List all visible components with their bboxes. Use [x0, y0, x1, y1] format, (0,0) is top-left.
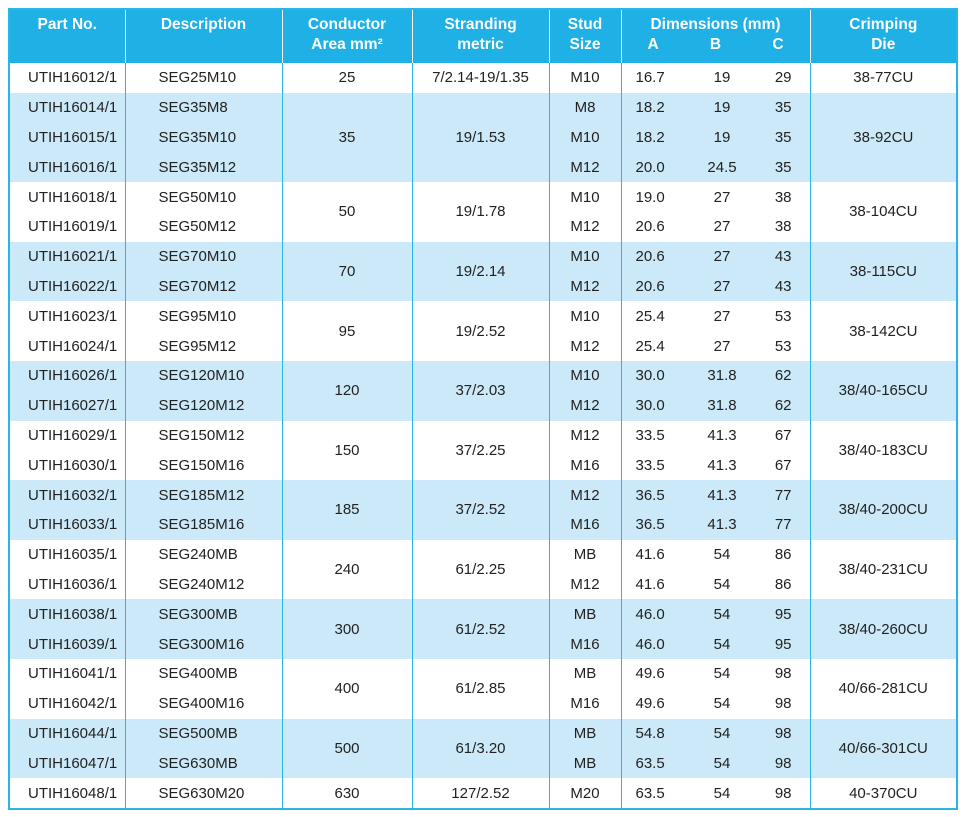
dimension-c-cell: 38 — [755, 212, 810, 242]
table-row — [9, 182, 957, 212]
dimension-a-cell: 63.5 — [621, 748, 689, 778]
stud-size-cell: M12 — [549, 152, 621, 182]
stud-size-cell: M12 — [549, 331, 621, 361]
dimension-b-cell: 54 — [689, 629, 755, 659]
table-row — [9, 93, 957, 123]
stud-size-cell: MB — [549, 599, 621, 629]
dimension-c-cell: 98 — [755, 778, 810, 809]
description-cell: SEG500MB — [125, 719, 282, 749]
dimension-b-cell: 54 — [689, 778, 755, 809]
stud-size-cell: M10 — [549, 123, 621, 153]
conductor-area-cell: 120 — [282, 361, 412, 421]
part-number-cell: UTIH16038/1 — [9, 599, 125, 629]
stranding-cell: 37/2.25 — [412, 421, 549, 481]
part-number-cell: UTIH16048/1 — [9, 778, 125, 809]
crimping-die-cell: 38/40-200CU — [810, 480, 957, 540]
dimension-c-cell: 98 — [755, 748, 810, 778]
dimension-b-cell: 27 — [689, 331, 755, 361]
dimension-b-cell: 31.8 — [689, 361, 755, 391]
conductor-area-cell: 35 — [282, 93, 412, 182]
part-number-cell: UTIH16026/1 — [9, 361, 125, 391]
description-cell: SEG70M12 — [125, 272, 282, 302]
stud-size-cell: M12 — [549, 421, 621, 451]
dimension-b-cell: 41.3 — [689, 480, 755, 510]
table-body — [9, 63, 957, 809]
table-row — [9, 63, 957, 93]
part-number-cell: UTIH16019/1 — [9, 212, 125, 242]
crimping-die-cell: 38-142CU — [810, 301, 957, 361]
dimension-c-cell: 98 — [755, 689, 810, 719]
description-cell: SEG50M10 — [125, 182, 282, 212]
stud-size-cell: M10 — [549, 182, 621, 212]
header-crimping-die: Crimping Die — [810, 9, 957, 63]
dimension-b-cell: 19 — [689, 123, 755, 153]
stranding-cell: 61/3.20 — [412, 719, 549, 779]
dimension-b-cell: 54 — [689, 719, 755, 749]
crimping-die-cell: 38-104CU — [810, 182, 957, 242]
dimension-c-cell: 86 — [755, 540, 810, 570]
part-number-cell: UTIH16036/1 — [9, 570, 125, 600]
description-cell: SEG150M16 — [125, 450, 282, 480]
stud-size-cell: MB — [549, 540, 621, 570]
table-row — [9, 301, 957, 331]
dimension-a-cell: 18.2 — [621, 93, 689, 123]
header-conductor-area: Conductor Area mm² — [282, 9, 412, 63]
dimension-c-cell: 67 — [755, 421, 810, 451]
stud-size-cell: MB — [549, 748, 621, 778]
description-cell: SEG70M10 — [125, 242, 282, 272]
part-number-cell: UTIH16030/1 — [9, 450, 125, 480]
part-number-cell: UTIH16018/1 — [9, 182, 125, 212]
dimension-a-cell: 54.8 — [621, 719, 689, 749]
dimension-c-cell: 53 — [755, 301, 810, 331]
dimension-c-cell: 29 — [755, 63, 810, 93]
dimension-b-cell: 54 — [689, 748, 755, 778]
dimension-b-cell: 27 — [689, 212, 755, 242]
stud-size-cell: M10 — [549, 361, 621, 391]
dimension-a-cell: 41.6 — [621, 570, 689, 600]
header-row — [9, 9, 957, 63]
dimension-b-cell: 54 — [689, 689, 755, 719]
dimension-c-cell: 35 — [755, 152, 810, 182]
dimension-a-cell: 41.6 — [621, 540, 689, 570]
dimension-a-cell: 30.0 — [621, 361, 689, 391]
description-cell: SEG300MB — [125, 599, 282, 629]
part-number-cell: UTIH16047/1 — [9, 748, 125, 778]
dimension-a-cell: 46.0 — [621, 629, 689, 659]
dimension-a-cell: 46.0 — [621, 599, 689, 629]
conductor-area-cell: 25 — [282, 63, 412, 93]
crimping-die-cell: 40/66-301CU — [810, 719, 957, 779]
stud-size-cell: M12 — [549, 212, 621, 242]
description-cell: SEG50M12 — [125, 212, 282, 242]
dimension-b-cell: 31.8 — [689, 391, 755, 421]
conductor-area-cell: 95 — [282, 301, 412, 361]
dimension-b-cell: 27 — [689, 182, 755, 212]
description-cell: SEG95M12 — [125, 331, 282, 361]
stranding-cell: 19/1.53 — [412, 93, 549, 182]
dimension-c-cell: 62 — [755, 361, 810, 391]
description-cell: SEG150M12 — [125, 421, 282, 451]
conductor-area-cell: 185 — [282, 480, 412, 540]
conductor-area-cell: 630 — [282, 778, 412, 809]
crimping-die-cell: 40/66-281CU — [810, 659, 957, 719]
conductor-area-cell: 70 — [282, 242, 412, 302]
stud-size-cell: M12 — [549, 480, 621, 510]
crimping-die-cell: 38-92CU — [810, 93, 957, 182]
stranding-cell: 61/2.25 — [412, 540, 549, 600]
part-number-cell: UTIH16024/1 — [9, 331, 125, 361]
stud-size-cell: M16 — [549, 629, 621, 659]
stud-size-cell: M16 — [549, 510, 621, 540]
conductor-area-cell: 300 — [282, 599, 412, 659]
dimension-a-cell: 20.0 — [621, 152, 689, 182]
header-dim-a: A — [647, 36, 659, 53]
dimension-a-cell: 49.6 — [621, 689, 689, 719]
part-number-cell: UTIH16027/1 — [9, 391, 125, 421]
conductor-area-cell: 500 — [282, 719, 412, 779]
dimension-b-cell: 27 — [689, 272, 755, 302]
dimension-b-cell: 54 — [689, 659, 755, 689]
dimension-c-cell: 35 — [755, 93, 810, 123]
part-number-cell: UTIH16022/1 — [9, 272, 125, 302]
dimension-a-cell: 33.5 — [621, 421, 689, 451]
description-cell: SEG185M16 — [125, 510, 282, 540]
description-cell: SEG240M12 — [125, 570, 282, 600]
conductor-area-cell: 50 — [282, 182, 412, 242]
stud-size-cell: M12 — [549, 272, 621, 302]
dimension-b-cell: 41.3 — [689, 450, 755, 480]
description-cell: SEG630M20 — [125, 778, 282, 809]
dimension-a-cell: 19.0 — [621, 182, 689, 212]
table-row — [9, 599, 957, 629]
dimension-a-cell: 25.4 — [621, 301, 689, 331]
dimension-c-cell: 62 — [755, 391, 810, 421]
header-dim-c: C — [772, 36, 784, 53]
crimping-die-cell: 40-370CU — [810, 778, 957, 809]
stud-size-cell: M10 — [549, 301, 621, 331]
part-number-cell: UTIH16032/1 — [9, 480, 125, 510]
conductor-area-cell: 150 — [282, 421, 412, 481]
dimension-c-cell: 95 — [755, 629, 810, 659]
description-cell: SEG400MB — [125, 659, 282, 689]
stud-size-cell: MB — [549, 659, 621, 689]
conductor-area-cell: 240 — [282, 540, 412, 600]
conductor-area-cell: 400 — [282, 659, 412, 719]
stud-size-cell: M12 — [549, 391, 621, 421]
part-number-cell: UTIH16041/1 — [9, 659, 125, 689]
part-number-cell: UTIH16012/1 — [9, 63, 125, 93]
part-number-cell: UTIH16021/1 — [9, 242, 125, 272]
dimension-a-cell: 25.4 — [621, 331, 689, 361]
dimension-c-cell: 67 — [755, 450, 810, 480]
crimping-die-cell: 38-115CU — [810, 242, 957, 302]
table-row — [9, 361, 957, 391]
crimping-die-cell: 38/40-165CU — [810, 361, 957, 421]
description-cell: SEG400M16 — [125, 689, 282, 719]
dimension-a-cell: 20.6 — [621, 242, 689, 272]
crimping-die-cell: 38/40-183CU — [810, 421, 957, 481]
table-row — [9, 242, 957, 272]
stranding-cell: 37/2.52 — [412, 480, 549, 540]
part-number-cell: UTIH16035/1 — [9, 540, 125, 570]
stud-size-cell: M12 — [549, 570, 621, 600]
table-row — [9, 421, 957, 451]
dimension-c-cell: 95 — [755, 599, 810, 629]
dimension-a-cell: 63.5 — [621, 778, 689, 809]
description-cell: SEG95M10 — [125, 301, 282, 331]
description-cell: SEG185M12 — [125, 480, 282, 510]
stud-size-cell: M8 — [549, 93, 621, 123]
dimension-c-cell: 43 — [755, 272, 810, 302]
stranding-cell: 19/2.14 — [412, 242, 549, 302]
dimension-c-cell: 98 — [755, 659, 810, 689]
dimension-a-cell: 20.6 — [621, 212, 689, 242]
dimension-a-cell: 36.5 — [621, 510, 689, 540]
description-cell: SEG25M10 — [125, 63, 282, 93]
stud-size-cell: M16 — [549, 689, 621, 719]
dimension-b-cell: 54 — [689, 540, 755, 570]
dimension-b-cell: 24.5 — [689, 152, 755, 182]
header-dim-b: B — [709, 36, 722, 53]
dimension-c-cell: 77 — [755, 480, 810, 510]
description-cell: SEG120M12 — [125, 391, 282, 421]
part-number-cell: UTIH16044/1 — [9, 719, 125, 749]
part-number-cell: UTIH16042/1 — [9, 689, 125, 719]
dimension-a-cell: 18.2 — [621, 123, 689, 153]
dimension-b-cell: 27 — [689, 301, 755, 331]
dimension-a-cell: 49.6 — [621, 659, 689, 689]
dimension-b-cell: 41.3 — [689, 510, 755, 540]
stranding-cell: 61/2.85 — [412, 659, 549, 719]
stud-size-cell: M16 — [549, 450, 621, 480]
stranding-cell: 7/2.14-19/1.35 — [412, 63, 549, 93]
dimension-c-cell: 35 — [755, 123, 810, 153]
description-cell: SEG120M10 — [125, 361, 282, 391]
dimension-b-cell: 54 — [689, 599, 755, 629]
dimension-b-cell: 27 — [689, 242, 755, 272]
dimension-a-cell: 30.0 — [621, 391, 689, 421]
header-stud-size: Stud Size — [549, 9, 621, 63]
description-cell: SEG300M16 — [125, 629, 282, 659]
header-part-no: Part No. — [9, 9, 125, 63]
header-stranding: Stranding metric — [412, 9, 549, 63]
crimping-die-cell: 38-77CU — [810, 63, 957, 93]
description-cell: SEG35M8 — [125, 93, 282, 123]
part-number-cell: UTIH16016/1 — [9, 152, 125, 182]
dimension-a-cell: 20.6 — [621, 272, 689, 302]
stranding-cell: 37/2.03 — [412, 361, 549, 421]
dimension-a-cell: 16.7 — [621, 63, 689, 93]
dimension-c-cell: 77 — [755, 510, 810, 540]
dimension-a-cell: 33.5 — [621, 450, 689, 480]
part-number-cell: UTIH16033/1 — [9, 510, 125, 540]
stranding-cell: 61/2.52 — [412, 599, 549, 659]
header-dimensions: Dimensions (mm) A B C — [621, 9, 810, 63]
dimension-b-cell: 19 — [689, 63, 755, 93]
dimension-a-cell: 36.5 — [621, 480, 689, 510]
description-cell: SEG240MB — [125, 540, 282, 570]
dimension-c-cell: 86 — [755, 570, 810, 600]
part-number-cell: UTIH16039/1 — [9, 629, 125, 659]
part-number-cell: UTIH16029/1 — [9, 421, 125, 451]
stranding-cell: 19/2.52 — [412, 301, 549, 361]
stranding-cell: 19/1.78 — [412, 182, 549, 242]
table-row — [9, 719, 957, 749]
stud-size-cell: M10 — [549, 63, 621, 93]
description-cell: SEG630MB — [125, 748, 282, 778]
crimping-die-cell: 38/40-260CU — [810, 599, 957, 659]
stranding-cell: 127/2.52 — [412, 778, 549, 809]
description-cell: SEG35M12 — [125, 152, 282, 182]
table-row — [9, 480, 957, 510]
dimension-c-cell: 98 — [755, 719, 810, 749]
dimension-b-cell: 19 — [689, 93, 755, 123]
dimension-c-cell: 38 — [755, 182, 810, 212]
product-spec-table — [8, 8, 958, 810]
part-number-cell: UTIH16014/1 — [9, 93, 125, 123]
dimension-b-cell: 41.3 — [689, 421, 755, 451]
stud-size-cell: M20 — [549, 778, 621, 809]
dimension-c-cell: 53 — [755, 331, 810, 361]
part-number-cell: UTIH16023/1 — [9, 301, 125, 331]
header-description: Description — [125, 9, 282, 63]
stud-size-cell: M10 — [549, 242, 621, 272]
description-cell: SEG35M10 — [125, 123, 282, 153]
dimension-b-cell: 54 — [689, 570, 755, 600]
table-row — [9, 659, 957, 689]
part-number-cell: UTIH16015/1 — [9, 123, 125, 153]
dimension-c-cell: 43 — [755, 242, 810, 272]
table-row — [9, 778, 957, 809]
stud-size-cell: MB — [549, 719, 621, 749]
table-row — [9, 540, 957, 570]
crimping-die-cell: 38/40-231CU — [810, 540, 957, 600]
